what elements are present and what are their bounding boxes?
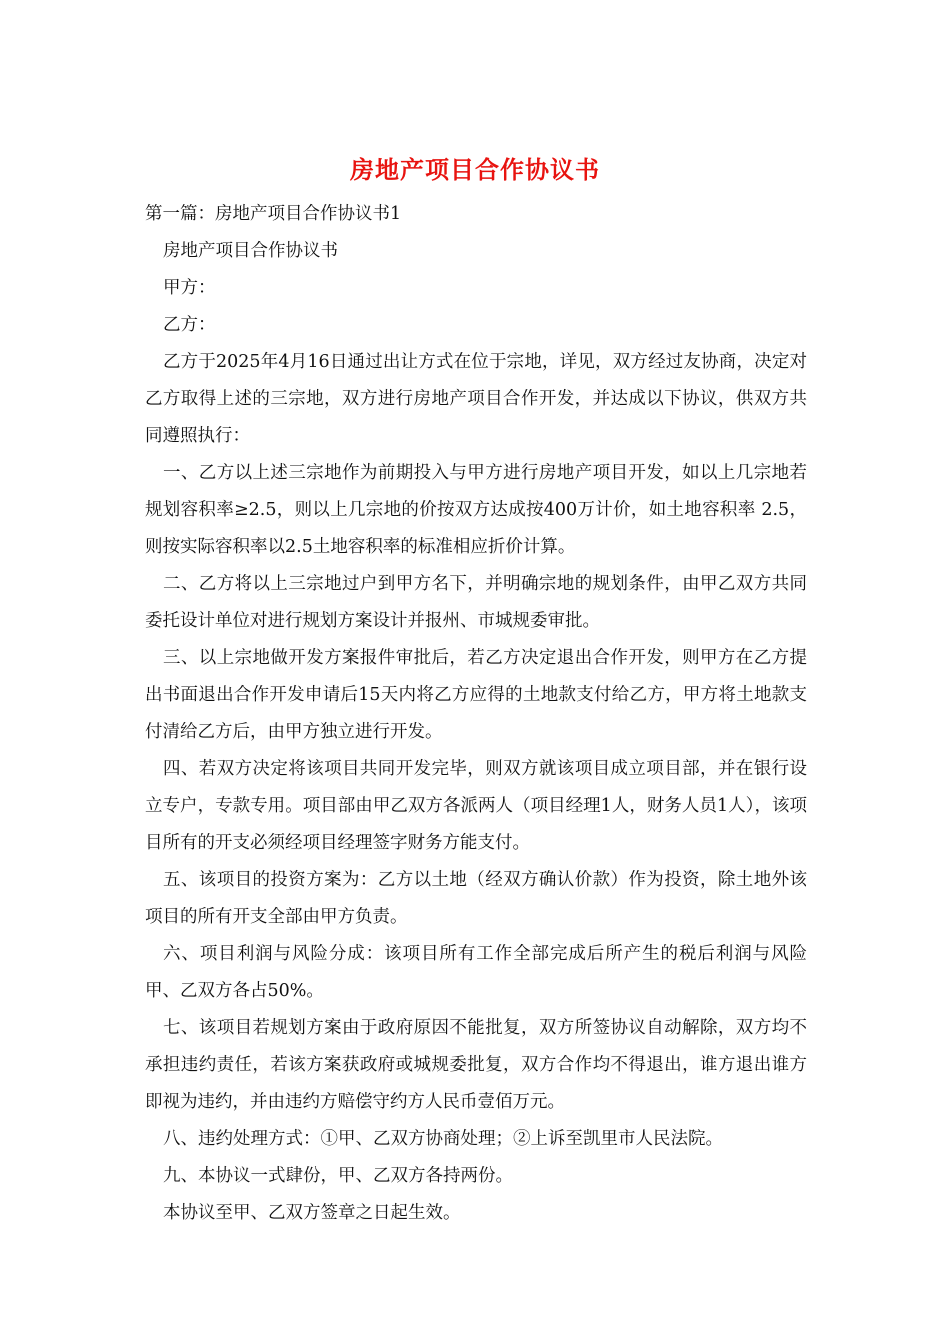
document-title: 房地产项目合作协议书 xyxy=(350,155,600,184)
clause-4: 四、若双方决定将该项目共同开发完毕，则双方就该项目成立项目部，并在银行设立专户，专款专用。项目部由甲乙双方各派两人（项目经理1人，财务人员1人），该项目所有的开支必须经项目经理签字财务方能支付。 xyxy=(145,759,807,853)
clause-8: 八、违约处理方式：①甲、乙双方协商处理；②上诉至凯里市人民法院。 xyxy=(163,1129,723,1149)
agreement-name: 房地产项目合作协议书 xyxy=(163,241,338,261)
clause-7: 七、该项目若规划方案由于政府原因不能批复，双方所签协议自动解除，双方均不承担违约责任，若该方案获政府或城规委批复，双方合作均不得退出，谁方退出谁方即视为违约，并由违约方赔偿守约方人民币壹佰万元。 xyxy=(145,1018,807,1112)
clause-9: 九、本协议一式肆份，甲、乙双方各持两份。 xyxy=(163,1166,513,1186)
chapter-heading: 第一篇：房地产项目合作协议书1 xyxy=(145,204,402,224)
party-b-line: 乙方： xyxy=(163,315,216,335)
preamble-paragraph: 乙方于2025年4月16日通过出让方式在位于宗地，详见，双方经过友协商，决定对乙方取得上述的三宗地，双方进行房地产项目合作开发，并达成以下协议，供双方共同遵照执行： xyxy=(145,352,807,446)
clause-2: 二、乙方将以上三宗地过户到甲方名下，并明确宗地的规划条件，由甲乙双方共同委托设计单位对进行规划方案设计并报州、市城规委审批。 xyxy=(145,574,807,631)
clause-6: 六、项目利润与风险分成：该项目所有工作全部完成后所产生的税后利润与风险甲、乙双方各占50%。 xyxy=(145,944,807,1001)
effective-clause: 本协议至甲、乙双方签章之日起生效。 xyxy=(163,1203,461,1223)
clause-5: 五、该项目的投资方案为：乙方以土地（经双方确认价款）作为投资，除土地外该项目的所有开支全部由甲方负责。 xyxy=(145,870,807,927)
clause-1: 一、乙方以上述三宗地作为前期投入与甲方进行房地产项目开发，如以上几宗地若规划容积率≥2.5，则以上几宗地的价按双方达成按400万计价，如土地容积率 2.5，则按实际容积率以2.5土地容积率的标准相应折价计算。 xyxy=(145,463,807,557)
document-body xyxy=(145,196,807,1232)
clause-3: 三、以上宗地做开发方案报件审批后，若乙方决定退出合作开发，则甲方在乙方提出书面退出合作开发申请后15天内将乙方应得的土地款支付给乙方，甲方将土地款支付清给乙方后，由甲方独立进行开发。 xyxy=(145,648,807,742)
party-a-line: 甲方： xyxy=(163,278,216,298)
